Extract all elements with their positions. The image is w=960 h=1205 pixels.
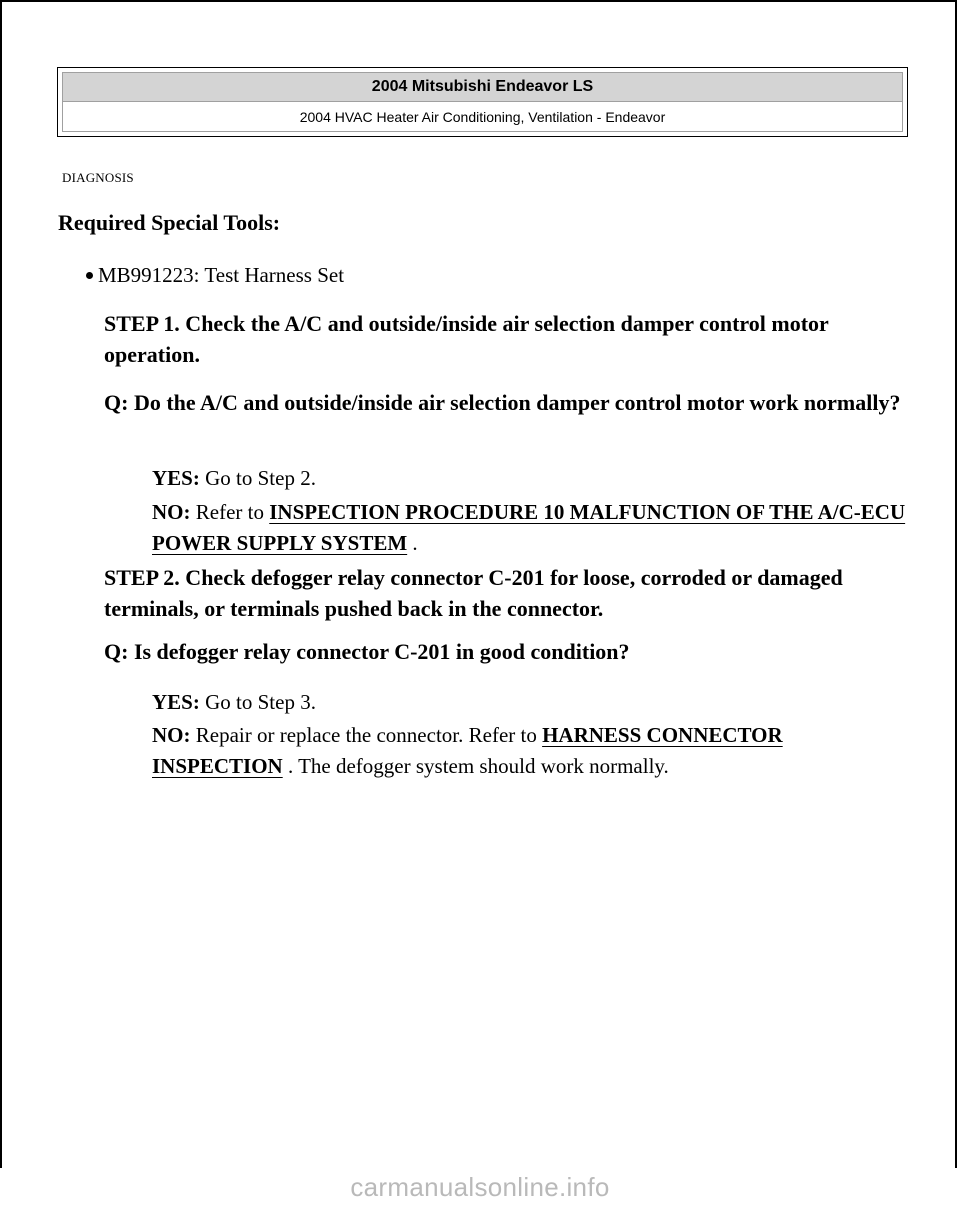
required-tools-heading: Required Special Tools: — [58, 210, 281, 235]
step-2-yes-answer — [152, 687, 912, 718]
inspection-procedure-10-link[interactable]: INSPECTION PROCEDURE 10 MALFUNCTION OF THE A/C-ECU POWER SUPPLY SYSTEM — [152, 500, 906, 555]
yes-label: YES: — [152, 466, 200, 490]
step-1-no-answer — [152, 497, 912, 559]
document-header-inner — [62, 72, 903, 132]
vehicle-title: 2004 Mitsubishi Endeavor LS — [63, 73, 902, 102]
diagnosis-label: DIAGNOSIS — [62, 170, 134, 185]
site-watermark: carmanualsonline.info — [350, 1172, 610, 1202]
no-label: NO: — [152, 723, 191, 747]
tool-name: MB991223: Test Harness Set — [98, 263, 345, 287]
yes-text: Go to Step 2. — [199, 466, 316, 490]
yes-label: YES: — [152, 690, 200, 714]
harness-connector-inspection-link[interactable]: HARNESS CONNECTOR INSPECTION — [152, 723, 783, 778]
step-1-yes-answer — [152, 463, 912, 494]
section-subtitle: 2004 HVAC Heater Air Conditioning, Ventilation - Endeavor — [299, 109, 666, 125]
step-2-no-answer — [152, 720, 882, 782]
yes-text: Go to Step 3. — [199, 690, 316, 714]
no-text-after: . — [407, 531, 418, 555]
no-text-before: Refer to — [190, 500, 270, 524]
step-1-question: Q: Do the A/C and outside/inside air selection damper control motor work normally? — [104, 390, 901, 415]
document-header — [57, 67, 908, 137]
bullet-icon — [86, 272, 93, 279]
step-2-question: Q: Is defogger relay connector C-201 in good condition? — [104, 639, 630, 664]
no-text-after: . The defogger system should work normally. — [282, 754, 669, 778]
no-label: NO: — [152, 500, 191, 524]
step-1-heading: STEP 1. Check the A/C and outside/inside air selection damper control motor operation. — [104, 311, 829, 367]
tool-list-item — [86, 263, 344, 288]
step-2-heading: STEP 2. Check defogger relay connector C-201 for loose, corroded or damaged terminals, or terminals pushed back in the connector. — [104, 565, 843, 621]
no-text-before: Repair or replace the connector. Refer to — [190, 723, 543, 747]
